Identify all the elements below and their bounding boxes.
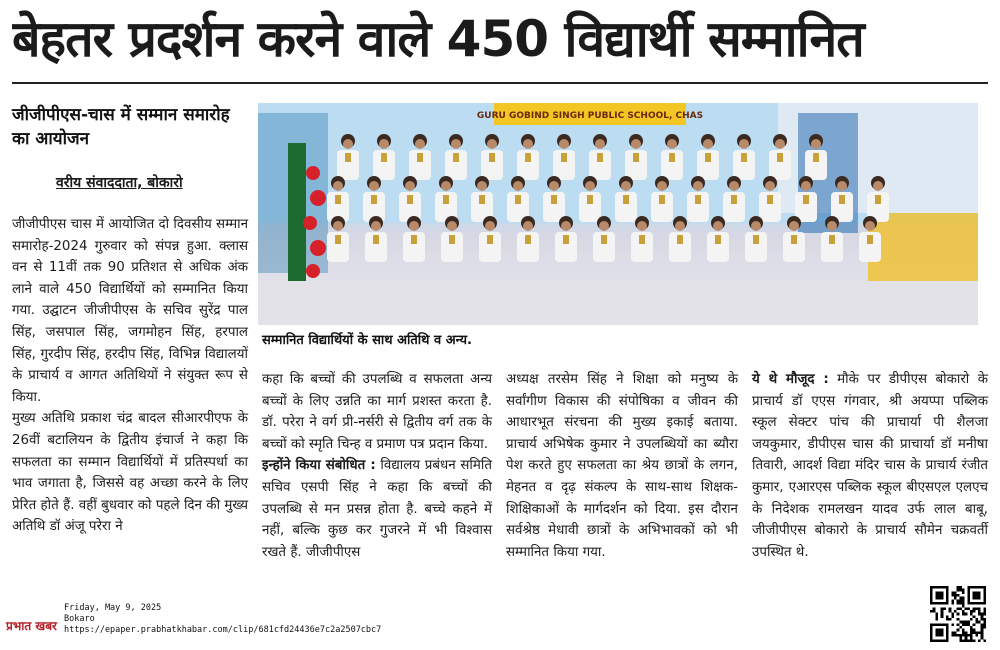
photo-figure [333,221,343,231]
photo-figure [441,181,451,191]
photo-figure [803,195,809,204]
photo-figure [515,195,521,204]
newspaper-logo: प्रभात खबर [6,619,57,633]
clip-date: Friday, May 9, 2025 [64,603,162,613]
photo-figure [485,221,495,231]
photo-figure [801,181,811,191]
headline-rule [12,82,988,84]
photo-figure [599,221,609,231]
photo-figure [715,235,721,244]
photo-figure [813,153,819,162]
photo-figure [867,235,873,244]
photo-figure [669,153,675,162]
photo-figure [703,139,713,149]
photo-figure [775,139,785,149]
photo-figure [525,153,531,162]
photo-figure [559,139,569,149]
photo-figure [523,139,533,149]
photo-figure [373,235,379,244]
photo-illustration [258,103,978,325]
photo-figure [639,235,645,244]
photo-figure [369,181,379,191]
photo-figure [477,181,487,191]
photo-figure [621,181,631,191]
paragraph-4 [262,455,492,563]
subheadline: जीजीपीएस-चास में सम्मान समारोह का आयोजन [12,105,230,149]
photo-figure [705,153,711,162]
photo-figure [489,153,495,162]
photo-figure [693,181,703,191]
photo-figure [827,221,837,231]
photo-figure [829,235,835,244]
photo-figure [765,181,775,191]
paragraph-1: जीजीपीएस चास में आयोजित दो दिवसीय सम्मान समारोह-2024 गुरुवार को संपन्न हुआ. क्लास वन से 11वीं तक 90 प्रतिशत से अधिक अंक लाने वाले 450 विद्यार्थियों को सम्मानित किया गया. उद्घाटन जीजीपीएस के सचिव सुरेंद्र पाल सिंह, जसपाल सिंह, जगमोहन सिंह, हरपाल सिंह, गुरदीप सिंह, हरदीप सिंह, विभिन्न विद्यालयों के प्राचार्य व आगत अतिथियों ने संयुक्त रूप से किया. [12,217,248,405]
photo-figure [601,235,607,244]
clip-metadata [64,603,381,636]
photo-figure [345,153,351,162]
photo-figure [865,221,875,231]
banner-text: GURU GOBIND SINGH PUBLIC SCHOOL, CHAS [476,111,704,121]
photo-figure [811,139,821,149]
photo-figure [415,139,425,149]
photo-figure [449,235,455,244]
paragraph-6-text: मौके पर डीपीएस बोकारो के प्राचार्य डॉ एएस गंगवार, श्री अयप्पा पब्लिक स्कूल सेक्टर पांच की प्राचार्या पी शैलजा जयकुमार, डीपीएस चास की प्राचार्या डॉ मनीषा तिवारी, आदर्श विद्या मंदिर चास के प्राचार्य रंजीत कुमार, एआरएस पब्लिक स्कूल बीएसएल एलएच के निदेशक रामलखन यादव उर्फ लाल बाबू, जीजीपीएस बोकारो के प्राचार्य सौमेन चक्रवर्ती उपस्थित थे. [752,372,988,560]
photo-figure [777,153,783,162]
photo-figure [875,195,881,204]
photo-figure [343,139,353,149]
photo-figure [739,139,749,149]
photo-figure [561,153,567,162]
photo-figure [597,153,603,162]
photo-figure [731,195,737,204]
paragraph-3: कहा कि बच्चों की उपलब्धि व सफलता अन्य बच्चों के लिए उन्नति का मार्ग प्रशस्त करता है. डॉ. परेरा ने वर्ग प्री-नर्सरी से द्वितीय वर्ग तक के बच्चों को स्मृति चिन्ह व प्रमाण पत्र प्रदान किया. [262,372,492,452]
photo-figure [487,139,497,149]
qr-code-icon [930,586,986,642]
photo-figure [371,221,381,231]
clip-url[interactable]: https://epaper.prabhatkhabar.com/clip/681cfd24436e7c2a2507cbc7 [64,625,382,635]
photo-figure [751,221,761,231]
photo-figure [443,195,449,204]
photo-figure [633,153,639,162]
subsection-heading-speeches: इन्होंने किया संबोधित : [262,458,376,474]
byline: वरीय संवाददाता, बोकारो [56,175,183,191]
photo-figure [371,195,377,204]
photo-figure [659,195,665,204]
photo-figure [405,181,415,191]
photo-figure [695,195,701,204]
photo-figure [791,235,797,244]
photo-figure [407,195,413,204]
photo-figure [873,181,883,191]
photo-figure [837,181,847,191]
photo-figure [677,235,683,244]
subsection-heading-present: ये थे मौजूद : [752,372,829,387]
photo-figure [595,139,605,149]
photo-figure [335,235,341,244]
photo-figure [549,181,559,191]
photo-figure [623,195,629,204]
photo-figure [729,181,739,191]
photo-figure [587,195,593,204]
photo-figure [379,139,389,149]
photo-figure [839,195,845,204]
clip-edition: Bokaro [64,614,95,624]
photo-figure [513,181,523,191]
photo-figure [453,153,459,162]
photo-figure [713,221,723,231]
paragraph-2: मुख्य अतिथि प्रकाश चंद्र बादल सीआरपीएफ के 26वीं बटालियन के द्वितीय इंचार्ज ने कहा कि सफलता का सम्मान विद्यार्थियों में प्रतिस्पर्धा का भाव जगाता है, जिससे वह अच्छा करने के लिए प्रेरित होते हैं. वहीं बुधवार को पहले दिन की मुख्य अतिथि डॉ अंजू परेरा ने [12,411,248,535]
event-photo [258,103,978,325]
photo-caption: सम्मानित विद्यार्थियों के साथ अतिथि व अन्य. [262,333,472,348]
photo-figure [789,221,799,231]
photo-figure [525,235,531,244]
paragraph-6 [752,369,988,563]
photo-figure [563,235,569,244]
article-column-1 [12,214,248,538]
photo-figure [411,235,417,244]
photo-figure [753,235,759,244]
photo-figure [551,195,557,204]
photo-figure [335,195,341,204]
photo-figure [451,139,461,149]
article-column-2 [262,369,492,563]
photo-figure [741,153,747,162]
photo-figure [479,195,485,204]
photo-figure [637,221,647,231]
photo-figure [631,139,641,149]
paragraph-5: अध्यक्ष तरसेम सिंह ने शिक्षा को मनुष्य के सर्वांगीण विकास की संपोषिका व जीवन की आधारभूत संरचना की मुख्य इकाई बताया. प्राचार्य अभिषेक कुमार ने उपलब्धियों का ब्यौरा पेश करते हुए सफलता का श्रेय छात्रों के लगन, मेहनत व दृढ़ संकल्प के साथ-साथ शिक्षक-शिक्षिकाओं के मार्गदर्शन को दिया. इस दौरान सर्वश्रेष्ठ मेधावी छात्रों के अभिभावकों को भी सम्मानित किया गया. [506,372,738,560]
article-column-4 [752,369,988,563]
photo-figure [381,153,387,162]
photo-figure [561,221,571,231]
photo-figure [333,181,343,191]
headline: बेहतर प्रदर्शन करने वाले 450 विद्यार्थी सम्मानित [12,10,864,68]
paragraph-4-text: विद्यालय प्रबंधन समिति सचिव एसपी सिंह ने कहा कि बच्चों की उपलब्धि से मन प्रसन्न होता है. बच्चे कहने में नहीं, बल्कि कुछ कर गुजरने में भी विश्वास रखते हैं. जीजीपीएस [262,458,493,560]
photo-figure [409,221,419,231]
photo-figure [657,181,667,191]
photo-figure [667,139,677,149]
photo-figure [447,221,457,231]
photo-figure [523,221,533,231]
photo-figure [767,195,773,204]
photo-figure [675,221,685,231]
photo-figure [585,181,595,191]
article-column-3 [506,369,738,563]
photo-figure [487,235,493,244]
photo-figure [417,153,423,162]
